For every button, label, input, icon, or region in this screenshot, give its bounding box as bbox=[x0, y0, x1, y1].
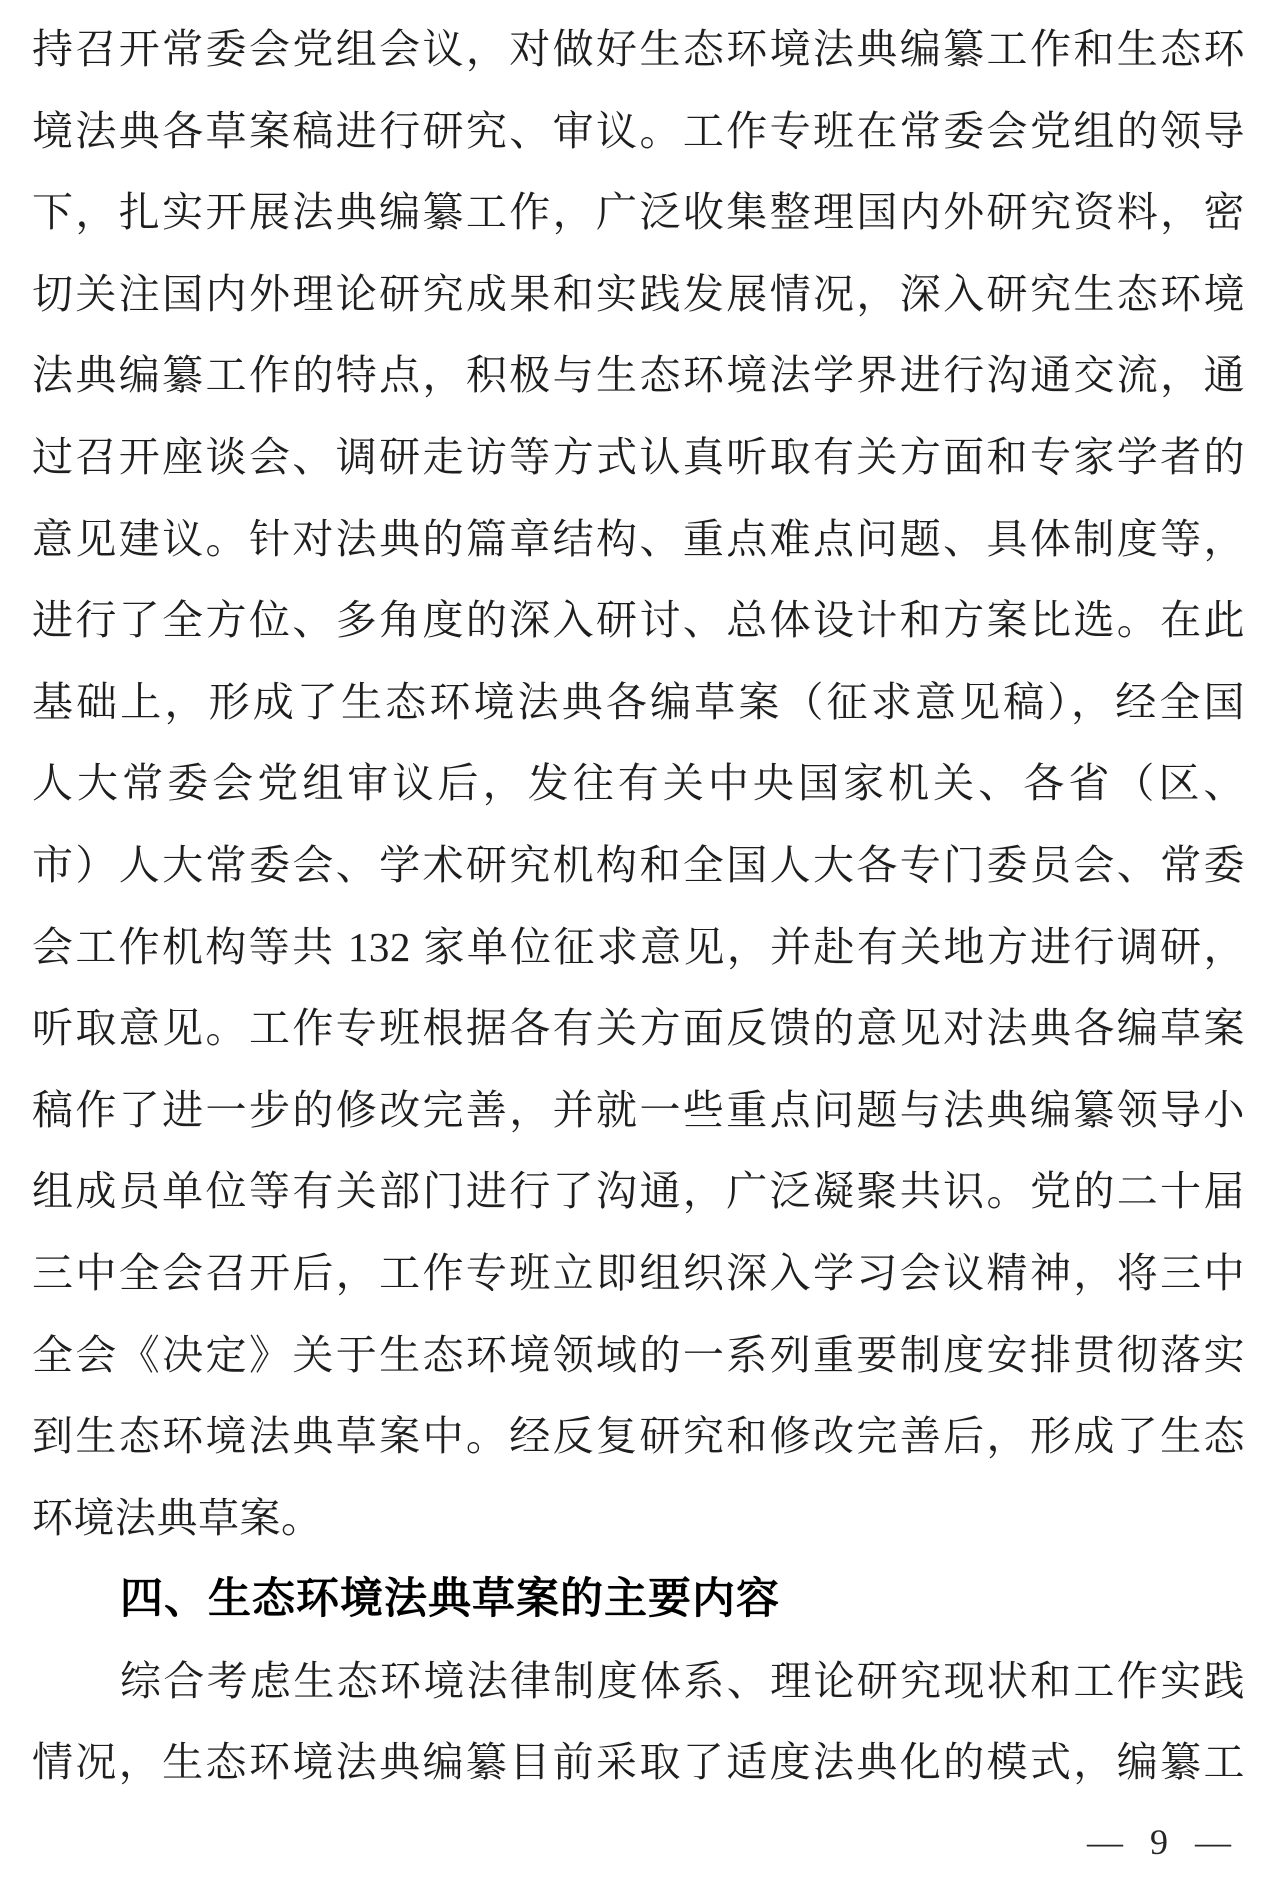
paragraph-line: 下，扎实开展法典编纂工作，广泛收集整理国内外研究资料，密 bbox=[32, 189, 1245, 236]
paragraph-line: 市）人大常委会、学术研究机构和全国人大各专门委员会、常委 bbox=[32, 841, 1245, 888]
paragraph-line: 综合考虑生态环境法律制度体系、理论研究现状和工作实践 bbox=[120, 1657, 1245, 1704]
paragraph-line: 稿作了进一步的修改完善，并就一些重点问题与法典编纂领导小 bbox=[32, 1086, 1245, 1133]
page-number: — 9 — bbox=[1087, 1822, 1231, 1862]
section-heading: 四、生态环境法典草案的主要内容 bbox=[120, 1575, 780, 1624]
paragraph-line: 进行了全方位、多角度的深入研讨、总体设计和方案比选。在此 bbox=[32, 597, 1245, 644]
paragraph-line: 法典编纂工作的特点，积极与生态环境法学界进行沟通交流，通 bbox=[32, 352, 1245, 399]
paragraph-line: 三中全会召开后，工作专班立即组织深入学习会议精神，将三中 bbox=[32, 1249, 1245, 1296]
paragraph-line: 环境法典草案。 bbox=[32, 1494, 323, 1541]
paragraph-line: 切关注国内外理论研究成果和实践发展情况，深入研究生态环境 bbox=[32, 270, 1245, 317]
paragraph-line: 情况，生态环境法典编纂目前采取了适度法典化的模式，编纂工 bbox=[32, 1739, 1245, 1786]
paragraph-line: 听取意见。工作专班根据各有关方面反馈的意见对法典各编草案 bbox=[32, 1005, 1245, 1052]
paragraph-line: 全会《决定》关于生态环境领域的一系列重要制度安排贯彻落实 bbox=[32, 1331, 1245, 1378]
paragraph-line: 持召开常委会党组会议，对做好生态环境法典编纂工作和生态环 bbox=[32, 26, 1245, 72]
paragraph-line: 到生态环境法典草案中。经反复研究和修改完善后，形成了生态 bbox=[32, 1413, 1245, 1460]
paragraph-line: 人大常委会党组审议后，发往有关中央国家机关、各省（区、 bbox=[32, 760, 1245, 807]
document-body bbox=[32, 9, 1245, 1804]
paragraph-line: 组成员单位等有关部门进行了沟通，广泛凝聚共识。党的二十届 bbox=[32, 1168, 1245, 1215]
paragraph-line: 会工作机构等共 132 家单位征求意见，并赴有关地方进行调研， bbox=[32, 923, 1245, 970]
paragraph-line: 意见建议。针对法典的篇章结构、重点难点问题、具体制度等， bbox=[32, 515, 1245, 562]
paragraph-line: 境法典各草案稿进行研究、审议。工作专班在常委会党组的领导 bbox=[32, 107, 1245, 154]
paragraph-line: 基础上，形成了生态环境法典各编草案（征求意见稿），经全国 bbox=[32, 678, 1245, 725]
paragraph-line: 过召开座谈会、调研走访等方式认真听取有关方面和专家学者的 bbox=[32, 433, 1245, 480]
